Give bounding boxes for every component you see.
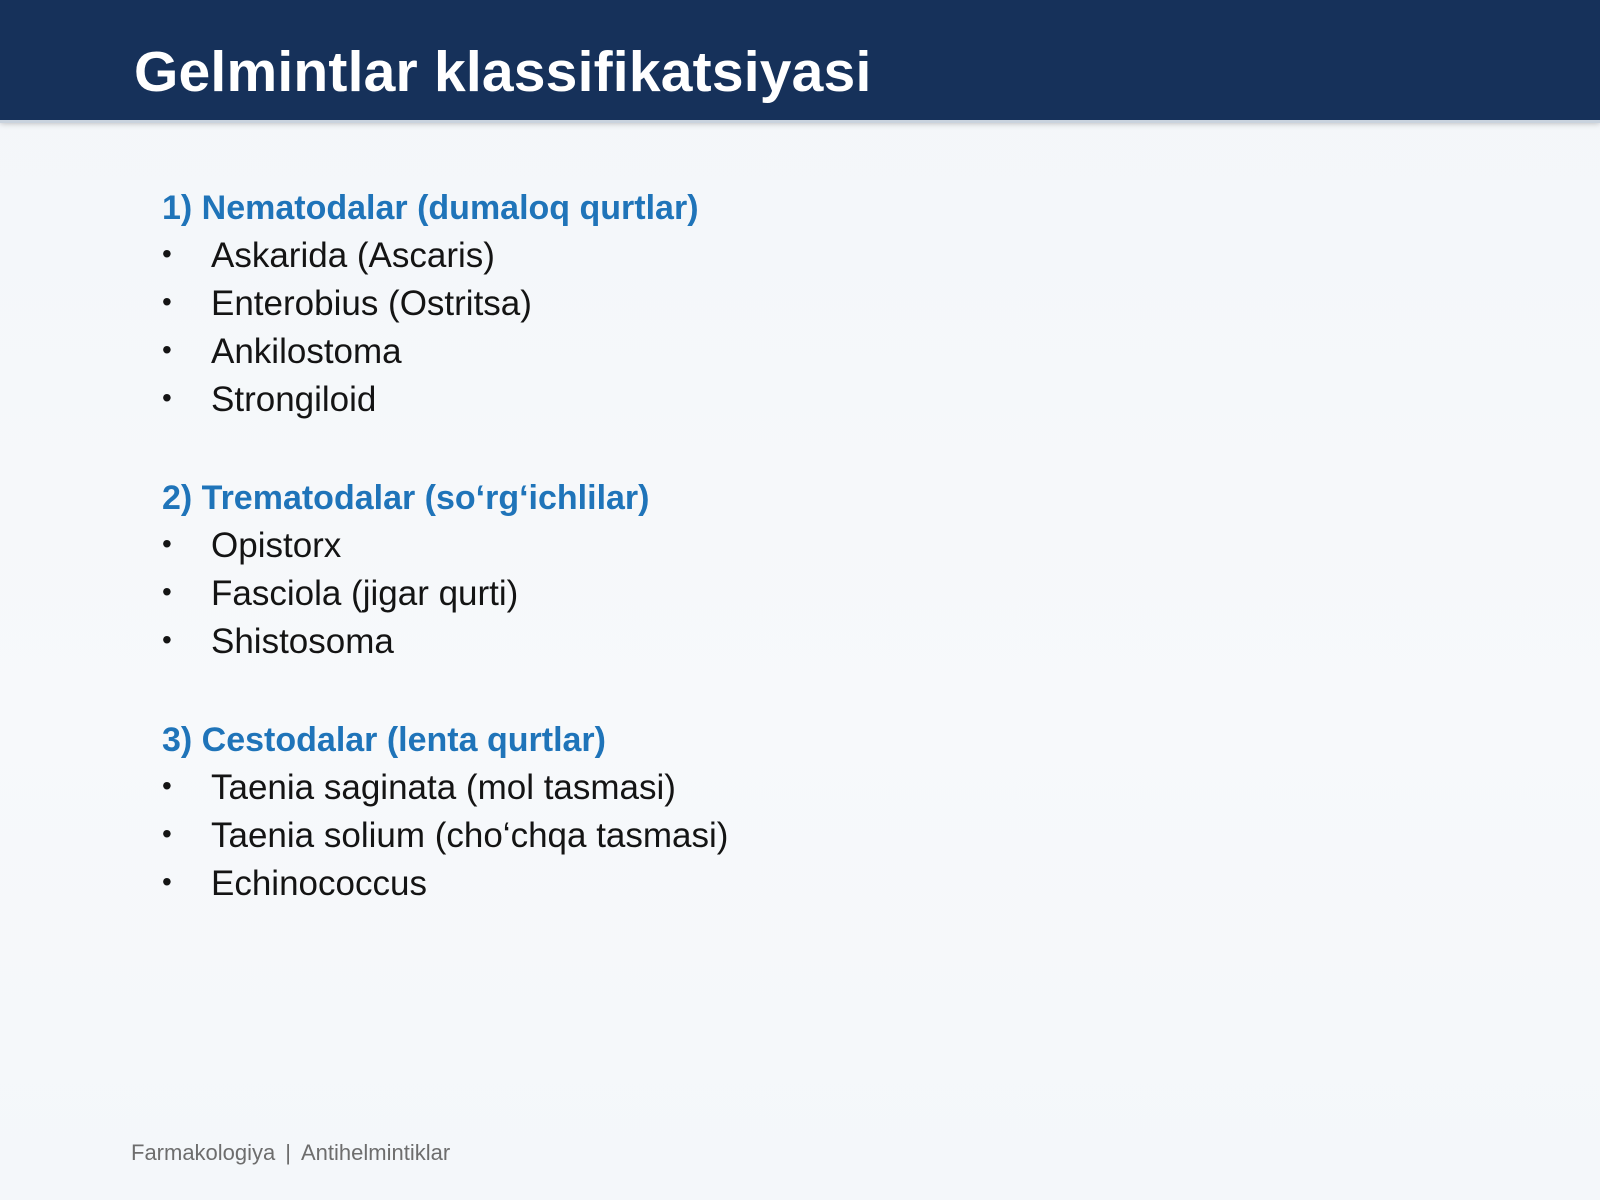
- group-heading: 1) Nematodalar (dumaloq qurtlar): [162, 189, 699, 227]
- group-nematodes: [162, 184, 1462, 424]
- bullet-icon: •: [162, 866, 172, 897]
- list-item: [162, 232, 1462, 280]
- bullet-icon: •: [162, 770, 172, 801]
- slide-content: [162, 184, 1462, 958]
- bullet-icon: •: [162, 286, 172, 317]
- list-item: [162, 522, 1462, 570]
- bullet-icon: •: [162, 528, 172, 559]
- bullet-icon: •: [162, 818, 172, 849]
- item-list: [162, 764, 1462, 908]
- footer-separator: |: [285, 1140, 291, 1165]
- group-trematodes: [162, 474, 1462, 666]
- slide-footer: [131, 1138, 450, 1168]
- list-item: [162, 280, 1462, 328]
- slide-title: Gelmintlar klassifikatsiyasi: [134, 40, 872, 104]
- item-label: Ankilostoma: [211, 332, 402, 371]
- list-item: [162, 812, 1462, 860]
- bullet-icon: •: [162, 382, 172, 413]
- group-heading: 3) Cestodalar (lenta qurtlar): [162, 721, 606, 759]
- list-item: [162, 376, 1462, 424]
- item-label: Enterobius (Ostritsa): [211, 284, 532, 323]
- item-list: [162, 232, 1462, 424]
- item-label: Askarida (Ascaris): [211, 236, 495, 275]
- list-item: [162, 860, 1462, 908]
- title-bar: [0, 0, 1600, 120]
- item-label: Strongiloid: [211, 380, 377, 419]
- bullet-icon: •: [162, 238, 172, 269]
- bullet-icon: •: [162, 576, 172, 607]
- group-heading: 2) Trematodalar (so‘rg‘ichlilar): [162, 479, 650, 517]
- item-label: Taenia solium (cho‘chqa tasmasi): [211, 816, 729, 855]
- item-label: Echinococcus: [211, 864, 427, 903]
- item-list: [162, 522, 1462, 666]
- bullet-icon: •: [162, 334, 172, 365]
- item-label: Fasciola (jigar qurti): [211, 574, 519, 613]
- list-item: [162, 618, 1462, 666]
- item-label: Opistorx: [211, 526, 342, 565]
- list-item: [162, 328, 1462, 376]
- footer-topic: Antihelmintiklar: [301, 1140, 451, 1165]
- footer-course: Farmakologiya: [131, 1140, 276, 1165]
- item-label: Shistosoma: [211, 622, 394, 661]
- list-item: [162, 764, 1462, 812]
- bullet-icon: •: [162, 624, 172, 655]
- item-label: Taenia saginata (mol tasmasi): [211, 768, 676, 807]
- list-item: [162, 570, 1462, 618]
- group-cestodes: [162, 716, 1462, 908]
